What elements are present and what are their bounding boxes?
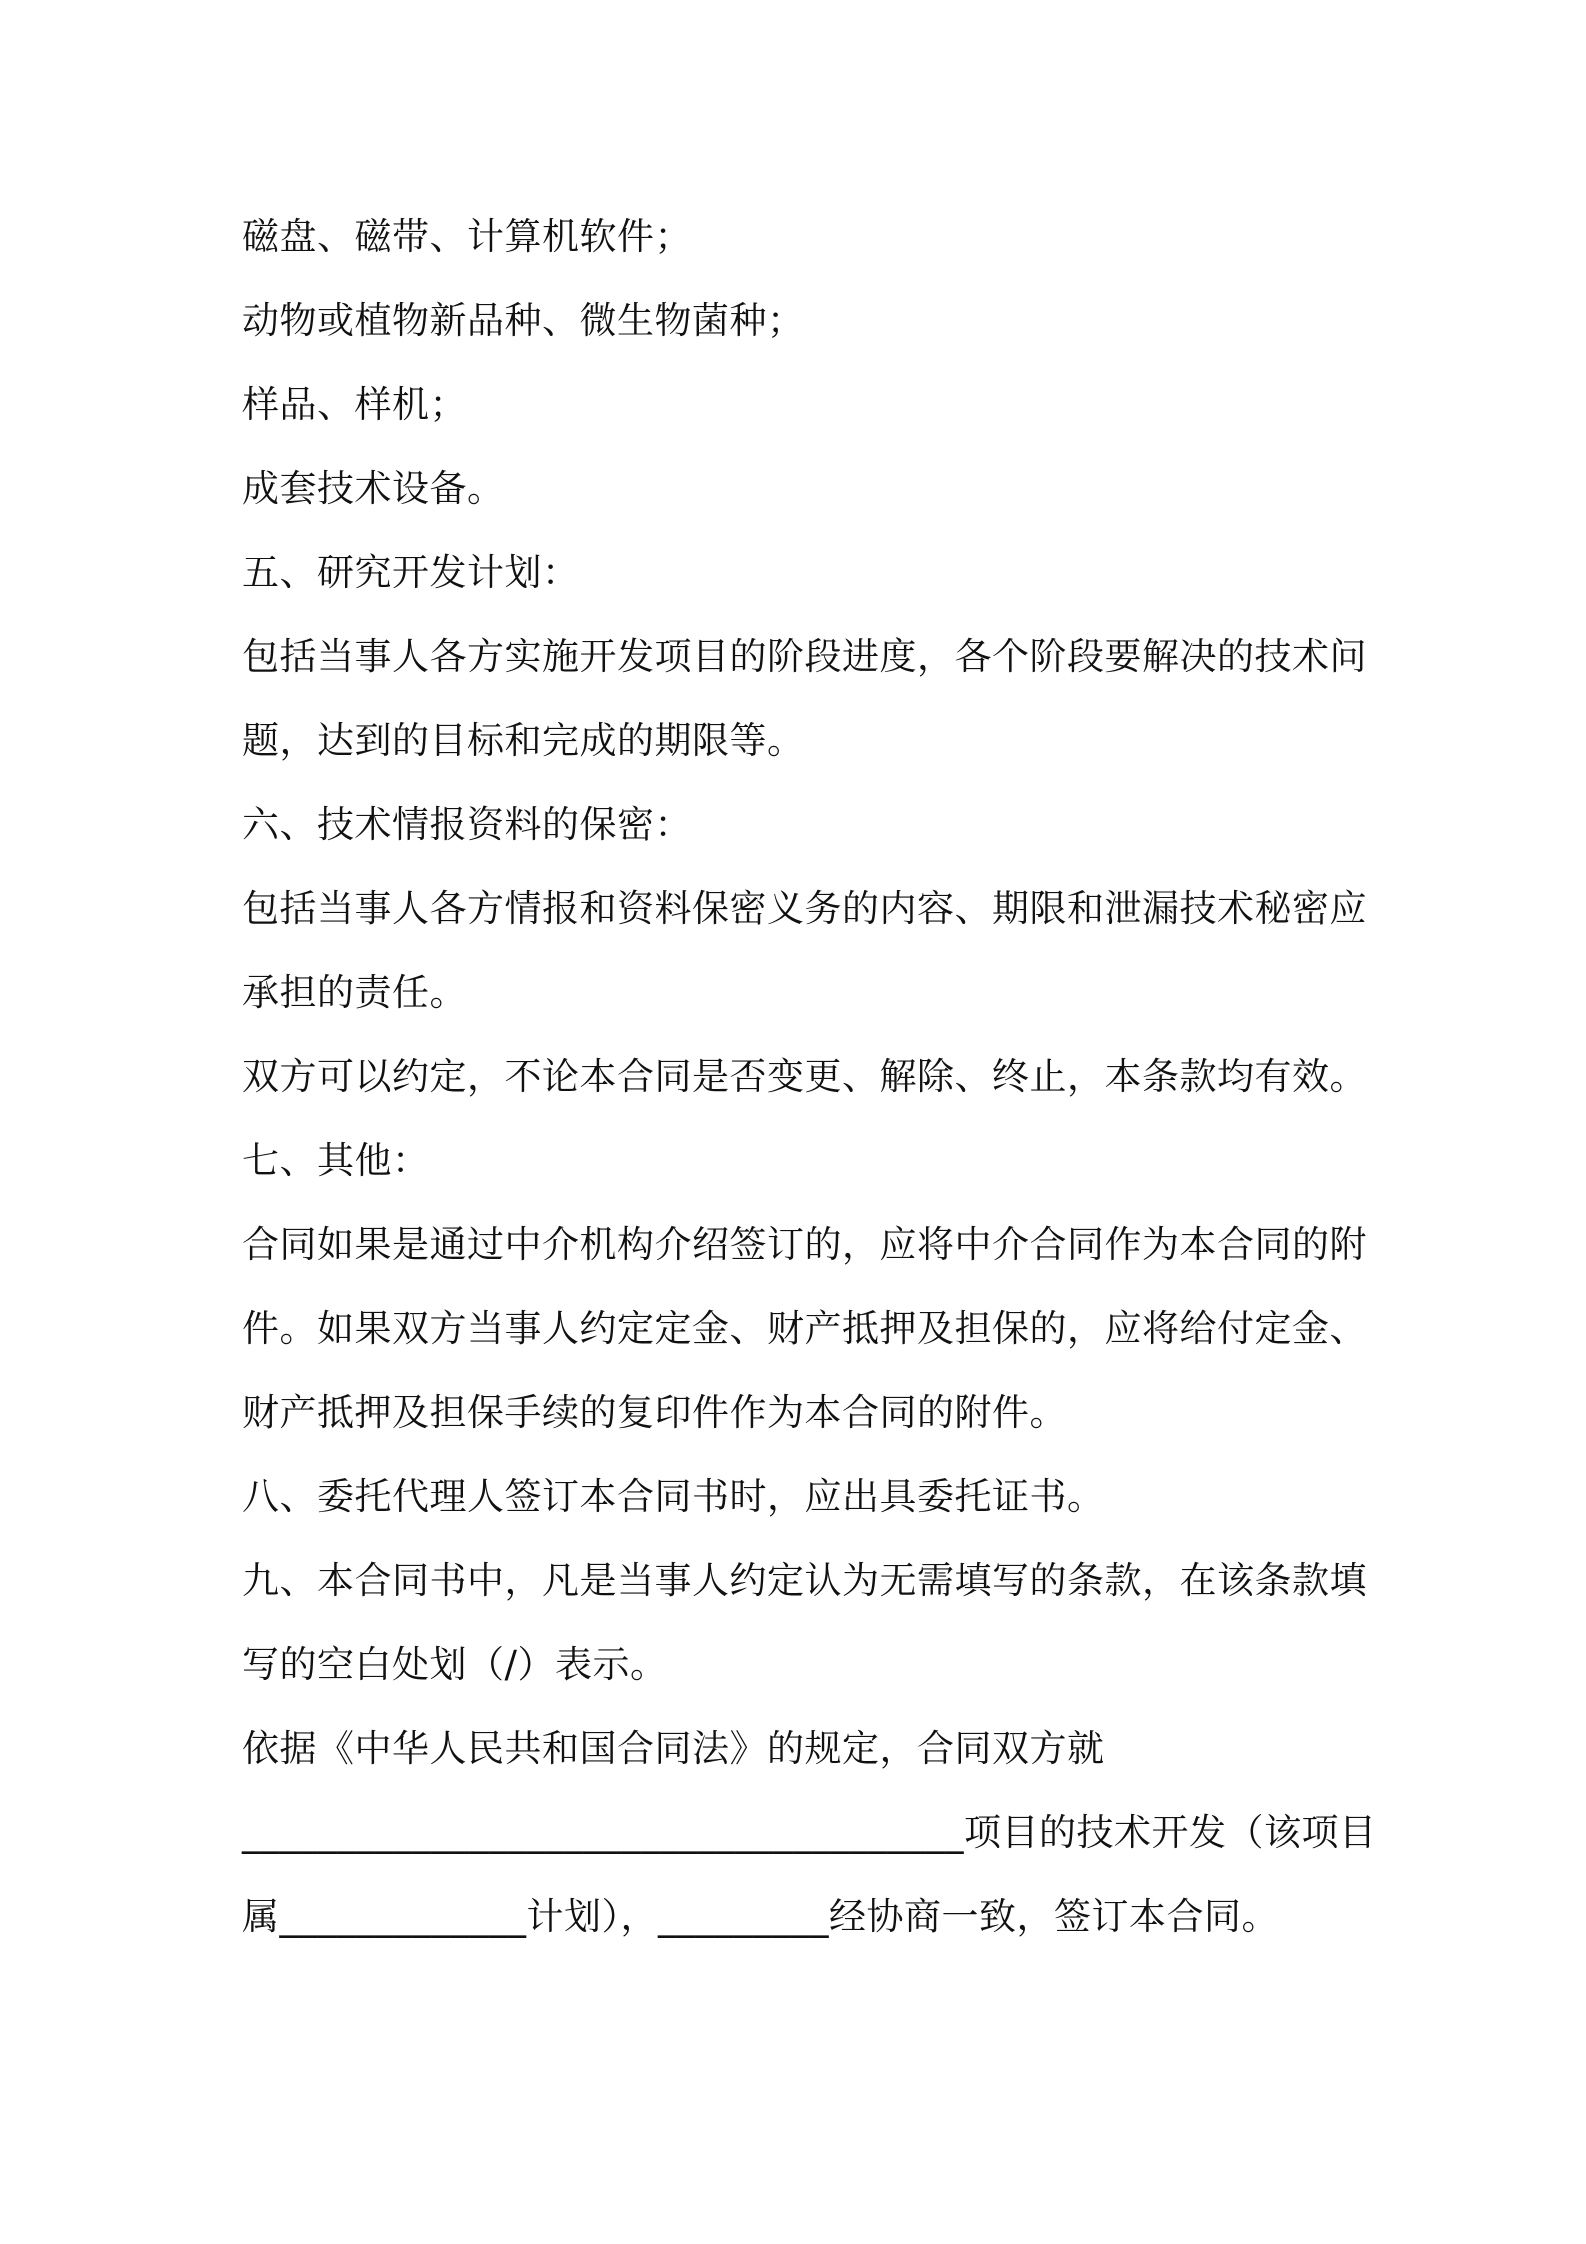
text-line: 动物或植物新品种、微生物菌种； <box>242 299 805 342</box>
document-body <box>242 195 1377 1959</box>
section-heading: 七、其他： <box>242 1139 430 1182</box>
text-line: 合同如果是通过中介机构介绍签订的，应将中介合同作为本合同的附 <box>242 1223 1367 1266</box>
section-heading: 九、本合同书中，凡是当事人约定认为无需填写的条款，在该条款填 <box>242 1559 1367 1602</box>
text-line: 包括当事人各方情报和资料保密义务的内容、期限和泄漏技术秘密应 <box>242 887 1367 930</box>
text-line: 成套技术设备。 <box>242 467 505 510</box>
text-line: 承担的责任。 <box>242 971 467 1014</box>
text-line: 样品、样机； <box>242 383 467 426</box>
text-line: 磁盘、磁带、计算机软件； <box>242 215 692 258</box>
text-line: 件。如果双方当事人约定定金、财产抵押及担保的，应将给付定金、 <box>242 1307 1367 1350</box>
text-line: 写的空白处划（/）表示。 <box>242 1643 668 1686</box>
section-heading: 八、委托代理人签订本合同书时，应出具委托证书。 <box>242 1475 1105 1518</box>
text-line: 财产抵押及担保手续的复印件作为本合同的附件。 <box>242 1391 1067 1434</box>
text-line: 依据《中华人民共和国合同法》的规定，合同双方就 <box>242 1727 1105 1770</box>
text-line: 属_____________计划），_________经协商一致，签订本合同。 <box>242 1895 1279 1938</box>
text-line: ______________________________________项目的技术开发（该项目 <box>242 1811 1377 1854</box>
section-heading: 五、研究开发计划： <box>242 551 580 594</box>
section-heading: 六、技术情报资料的保密： <box>242 803 692 846</box>
text-line: 题，达到的目标和完成的期限等。 <box>242 719 805 762</box>
text-line: 双方可以约定，不论本合同是否变更、解除、终止，本条款均有效。 <box>242 1055 1367 1098</box>
text-line: 包括当事人各方实施开发项目的阶段进度，各个阶段要解决的技术问 <box>242 635 1367 678</box>
